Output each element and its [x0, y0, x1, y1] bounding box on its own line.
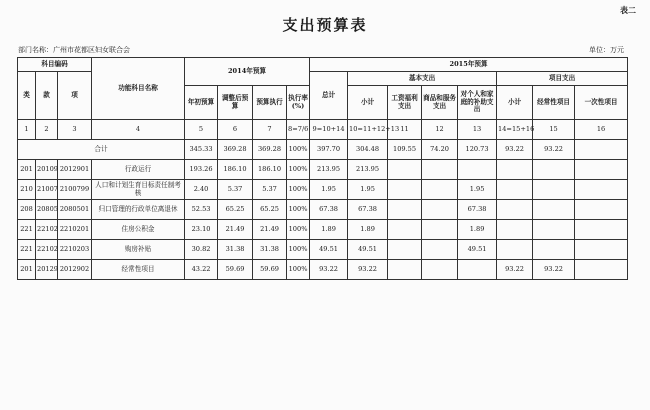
header-xiang: 项 — [58, 72, 92, 120]
executed-cell: 31.38 — [253, 240, 287, 260]
total-2015-cell: 1.89 — [310, 220, 348, 240]
recurring-project-cell — [533, 220, 575, 240]
lei-cell: 208 — [18, 200, 36, 220]
header-basic-subtotal: 小计 — [348, 86, 388, 120]
execution-rate-cell: 100% — [287, 240, 310, 260]
execution-rate-cell: 100% — [287, 260, 310, 280]
salary-cell — [388, 180, 422, 200]
table-row — [18, 260, 628, 280]
table-row — [18, 240, 628, 260]
kuan-cell: 22102 — [36, 240, 58, 260]
lei-cell: 201 — [18, 160, 36, 180]
function-name-cell: 购房补贴 — [92, 240, 185, 260]
subsidy-cell: 67.38 — [458, 200, 497, 220]
basic-subtotal-cell: 93.22 — [348, 260, 388, 280]
goods-services-cell — [422, 220, 458, 240]
index-cell: 3 — [58, 120, 92, 140]
header-row-1 — [18, 58, 628, 72]
total-2015-cell: 67.38 — [310, 200, 348, 220]
subsidy-cell: 49.51 — [458, 240, 497, 260]
total-cell: 369.28 — [253, 140, 287, 160]
header-2015-budget: 2015年预算 — [310, 58, 628, 72]
salary-cell — [388, 220, 422, 240]
basic-subtotal-cell: 1.89 — [348, 220, 388, 240]
total-label: 合计 — [18, 140, 185, 160]
subsidy-cell — [458, 260, 497, 280]
kuan-cell: 22102 — [36, 220, 58, 240]
goods-services-cell — [422, 200, 458, 220]
table-row — [18, 220, 628, 240]
xiang-cell: 2012901 — [58, 160, 92, 180]
xiang-cell: 2012902 — [58, 260, 92, 280]
table-row — [18, 200, 628, 220]
data-rows — [18, 160, 628, 280]
adjusted-budget-cell: 59.69 — [218, 260, 253, 280]
total-2015-cell: 93.22 — [310, 260, 348, 280]
header-budget-executed: 预算执行 — [253, 86, 287, 120]
header-lei: 类 — [18, 72, 36, 120]
onetime-project-cell — [575, 220, 628, 240]
initial-budget-cell: 193.26 — [185, 160, 218, 180]
header-onetime-project: 一次性项目 — [575, 86, 628, 120]
goods-services-cell — [422, 260, 458, 280]
adjusted-budget-cell: 186.10 — [218, 160, 253, 180]
executed-cell: 21.49 — [253, 220, 287, 240]
index-cell: 10=11+12+13 — [348, 120, 388, 140]
initial-budget-cell: 52.53 — [185, 200, 218, 220]
onetime-project-cell — [575, 180, 628, 200]
header-adjusted-budget: 调整后预算 — [218, 86, 253, 120]
executed-cell: 65.25 — [253, 200, 287, 220]
goods-services-cell — [422, 160, 458, 180]
recurring-project-cell — [533, 180, 575, 200]
header-project-subtotal: 小计 — [497, 86, 533, 120]
recurring-project-cell — [533, 200, 575, 220]
goods-services-cell — [422, 180, 458, 200]
index-cell: 13 — [458, 120, 497, 140]
header-personal-subsidy: 对个人和家庭的补助支出 — [458, 86, 497, 120]
total-cell: 120.73 — [458, 140, 497, 160]
index-cell: 9=10+14 — [310, 120, 348, 140]
recurring-project-cell — [533, 240, 575, 260]
project-subtotal-cell — [497, 220, 533, 240]
onetime-project-cell — [575, 160, 628, 180]
project-subtotal-cell — [497, 240, 533, 260]
total-cell — [575, 140, 628, 160]
initial-budget-cell: 30.82 — [185, 240, 218, 260]
header-recurring-project: 经常性项目 — [533, 86, 575, 120]
salary-cell — [388, 200, 422, 220]
index-cell: 2 — [36, 120, 58, 140]
salary-cell — [388, 260, 422, 280]
lei-cell: 201 — [18, 260, 36, 280]
expenditure-budget-table — [17, 57, 628, 280]
index-cell: 7 — [253, 120, 287, 140]
index-cell: 11 — [388, 120, 422, 140]
initial-budget-cell: 43.22 — [185, 260, 218, 280]
salary-cell — [388, 240, 422, 260]
onetime-project-cell — [575, 260, 628, 280]
project-subtotal-cell — [497, 160, 533, 180]
total-cell: 397.70 — [310, 140, 348, 160]
index-cell: 12 — [422, 120, 458, 140]
execution-rate-cell: 100% — [287, 180, 310, 200]
total-2015-cell: 49.51 — [310, 240, 348, 260]
total-2015-cell: 1.95 — [310, 180, 348, 200]
goods-services-cell — [422, 240, 458, 260]
execution-rate-cell: 100% — [287, 220, 310, 240]
index-cell: 15 — [533, 120, 575, 140]
column-index-row — [18, 120, 628, 140]
basic-subtotal-cell: 213.95 — [348, 160, 388, 180]
index-cell: 1 — [18, 120, 36, 140]
index-cell: 14=15+16 — [497, 120, 533, 140]
project-subtotal-cell: 93.22 — [497, 260, 533, 280]
function-name-cell: 住房公积金 — [92, 220, 185, 240]
xiang-cell: 2100799 — [58, 180, 92, 200]
onetime-project-cell — [575, 200, 628, 220]
function-name-cell: 经常性项目 — [92, 260, 185, 280]
project-subtotal-cell — [497, 200, 533, 220]
kuan-cell: 20129 — [36, 260, 58, 280]
basic-subtotal-cell: 49.51 — [348, 240, 388, 260]
executed-cell: 186.10 — [253, 160, 287, 180]
page-title: 支出预算表 — [282, 16, 368, 34]
header-function-name: 功能科目名称 — [92, 58, 185, 120]
total-cell: 74.20 — [422, 140, 458, 160]
total-cell: 109.55 — [388, 140, 422, 160]
total-cell: 93.22 — [497, 140, 533, 160]
table-number-label: 表二 — [620, 5, 636, 15]
basic-subtotal-cell: 67.38 — [348, 200, 388, 220]
header-kuan: 款 — [36, 72, 58, 120]
lei-cell: 210 — [18, 180, 36, 200]
kuan-cell: 21007 — [36, 180, 58, 200]
header-subject-code: 科目编码 — [18, 58, 92, 72]
function-name-cell: 人口和计划生育目标责任制考核 — [92, 180, 185, 200]
header-goods-services: 商品和服务支出 — [422, 86, 458, 120]
basic-subtotal-cell: 1.95 — [348, 180, 388, 200]
initial-budget-cell: 2.40 — [185, 180, 218, 200]
adjusted-budget-cell: 21.49 — [218, 220, 253, 240]
function-name-cell: 行政运行 — [92, 160, 185, 180]
subsidy-cell: 1.95 — [458, 180, 497, 200]
executed-cell: 5.37 — [253, 180, 287, 200]
index-cell: 4 — [92, 120, 185, 140]
adjusted-budget-cell: 31.38 — [218, 240, 253, 260]
total-cell: 93.22 — [533, 140, 575, 160]
xiang-cell: 2080501 — [58, 200, 92, 220]
initial-budget-cell: 23.10 — [185, 220, 218, 240]
total-cell: 100% — [287, 140, 310, 160]
execution-rate-cell: 100% — [287, 200, 310, 220]
kuan-cell: 20109 — [36, 160, 58, 180]
header-total: 总计 — [310, 72, 348, 120]
total-row — [18, 140, 628, 160]
xiang-cell: 2210203 — [58, 240, 92, 260]
header-execution-rate: 执行率(%) — [287, 86, 310, 120]
index-cell: 8=7/6 — [287, 120, 310, 140]
lei-cell: 221 — [18, 220, 36, 240]
table-row — [18, 160, 628, 180]
function-name-cell: 归口管理的行政单位离退休 — [92, 200, 185, 220]
header-initial-budget: 年初预算 — [185, 86, 218, 120]
salary-cell — [388, 160, 422, 180]
execution-rate-cell: 100% — [287, 160, 310, 180]
adjusted-budget-cell: 5.37 — [218, 180, 253, 200]
total-2015-cell: 213.95 — [310, 160, 348, 180]
subsidy-cell: 1.89 — [458, 220, 497, 240]
index-cell: 5 — [185, 120, 218, 140]
executed-cell: 59.69 — [253, 260, 287, 280]
adjusted-budget-cell: 65.25 — [218, 200, 253, 220]
index-cell: 6 — [218, 120, 253, 140]
lei-cell: 221 — [18, 240, 36, 260]
header-salary-welfare: 工资福利支出 — [388, 86, 422, 120]
header-project-expenditure: 项目支出 — [497, 72, 628, 86]
index-cell: 16 — [575, 120, 628, 140]
department-name: 部门名称：广州市花都区妇女联合会 — [18, 46, 130, 54]
total-cell: 345.33 — [185, 140, 218, 160]
xiang-cell: 2210201 — [58, 220, 92, 240]
table-row — [18, 180, 628, 200]
onetime-project-cell — [575, 240, 628, 260]
total-cell: 304.48 — [348, 140, 388, 160]
total-cell: 369.28 — [218, 140, 253, 160]
unit-label: 单位：万元 — [589, 46, 624, 54]
header-2014-budget: 2014年预算 — [185, 58, 310, 86]
recurring-project-cell: 93.22 — [533, 260, 575, 280]
kuan-cell: 20805 — [36, 200, 58, 220]
recurring-project-cell — [533, 160, 575, 180]
header-basic-expenditure: 基本支出 — [348, 72, 497, 86]
project-subtotal-cell — [497, 180, 533, 200]
subsidy-cell — [458, 160, 497, 180]
